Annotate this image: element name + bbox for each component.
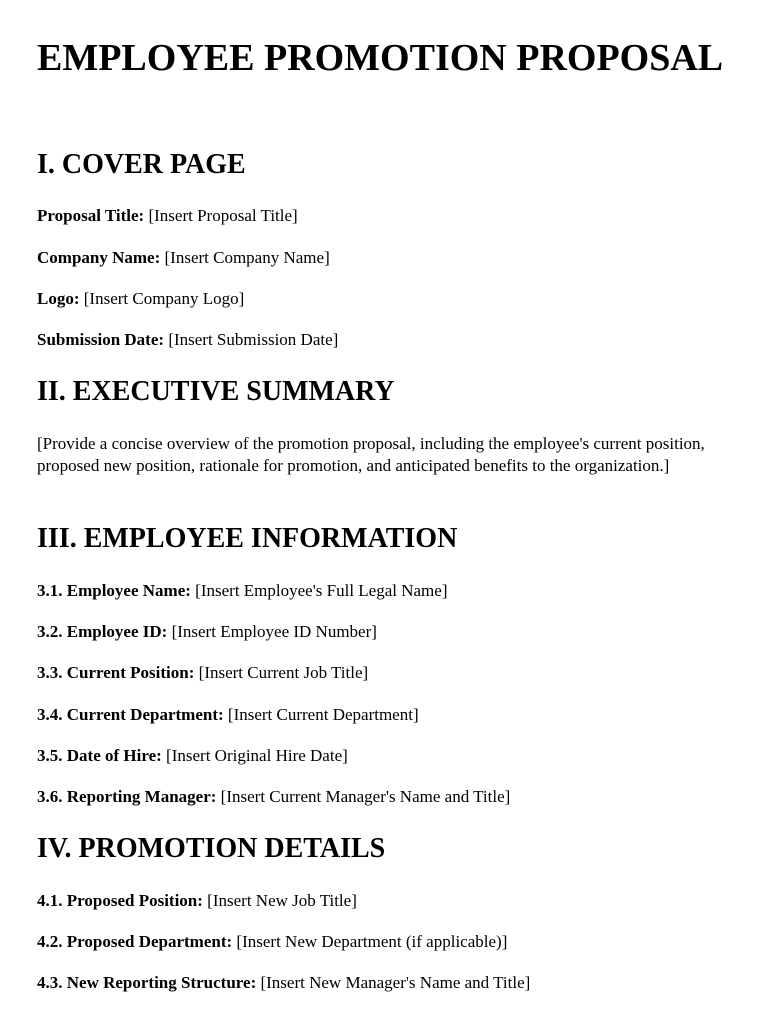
field-new-reporting-structure bbox=[37, 972, 530, 994]
field-label: Logo: bbox=[37, 289, 80, 308]
field-company-name bbox=[37, 247, 330, 269]
field-current-position bbox=[37, 662, 368, 684]
field-label: 4.3. New Reporting Structure: bbox=[37, 973, 257, 992]
field-label: 4.2. Proposed Department: bbox=[37, 932, 233, 951]
field-label: 3.2. Employee ID: bbox=[37, 622, 168, 641]
field-current-department bbox=[37, 704, 419, 726]
field-label: 3.4. Current Department: bbox=[37, 705, 224, 724]
field-date-of-hire bbox=[37, 745, 348, 767]
section-heading-executive-summary: II. EXECUTIVE SUMMARY bbox=[37, 376, 395, 407]
field-value: [Insert New Manager's Name and Title] bbox=[260, 973, 531, 992]
field-value: [Insert Current Job Title] bbox=[198, 663, 369, 682]
field-label: 3.1. Employee Name: bbox=[37, 581, 191, 600]
field-value: [Insert Employee ID Number] bbox=[171, 622, 377, 641]
section-heading-cover-page: I. COVER PAGE bbox=[37, 149, 246, 180]
document-title: EMPLOYEE PROMOTION PROPOSAL bbox=[37, 37, 724, 79]
field-value: [Insert Original Hire Date] bbox=[166, 746, 348, 765]
field-value: [Insert Company Logo] bbox=[83, 289, 245, 308]
field-value: [Insert Employee's Full Legal Name] bbox=[195, 581, 448, 600]
field-label: 3.6. Reporting Manager: bbox=[37, 787, 217, 806]
field-label: Proposal Title: bbox=[37, 206, 145, 225]
field-proposal-title bbox=[37, 205, 298, 227]
field-reporting-manager bbox=[37, 786, 510, 808]
field-value: [Insert New Job Title] bbox=[207, 891, 357, 910]
field-label: 3.5. Date of Hire: bbox=[37, 746, 162, 765]
field-label: 4.1. Proposed Position: bbox=[37, 891, 203, 910]
field-value: [Insert Proposal Title] bbox=[148, 206, 298, 225]
field-value: [Insert Submission Date] bbox=[168, 330, 339, 349]
section-heading-promotion-details: IV. PROMOTION DETAILS bbox=[37, 833, 386, 864]
field-label: Company Name: bbox=[37, 248, 161, 267]
field-employee-name bbox=[37, 580, 448, 602]
field-submission-date bbox=[37, 329, 338, 351]
field-employee-id bbox=[37, 621, 377, 643]
field-value: [Insert New Department (if applicable)] bbox=[236, 932, 508, 951]
field-value: [Insert Current Department] bbox=[227, 705, 419, 724]
executive-summary-text: [Provide a concise overview of the promotion proposal, including the employee's current position, proposed new position, rationale for promotion, and anticipated benefits to the organization.] bbox=[37, 434, 705, 475]
field-label: Submission Date: bbox=[37, 330, 165, 349]
field-value: [Insert Company Name] bbox=[164, 248, 330, 267]
field-logo bbox=[37, 288, 244, 310]
field-proposed-position bbox=[37, 890, 357, 912]
field-proposed-department bbox=[37, 931, 507, 953]
field-label: 3.3. Current Position: bbox=[37, 663, 195, 682]
field-value: [Insert Current Manager's Name and Title] bbox=[220, 787, 511, 806]
section-heading-employee-information: III. EMPLOYEE INFORMATION bbox=[37, 523, 458, 554]
